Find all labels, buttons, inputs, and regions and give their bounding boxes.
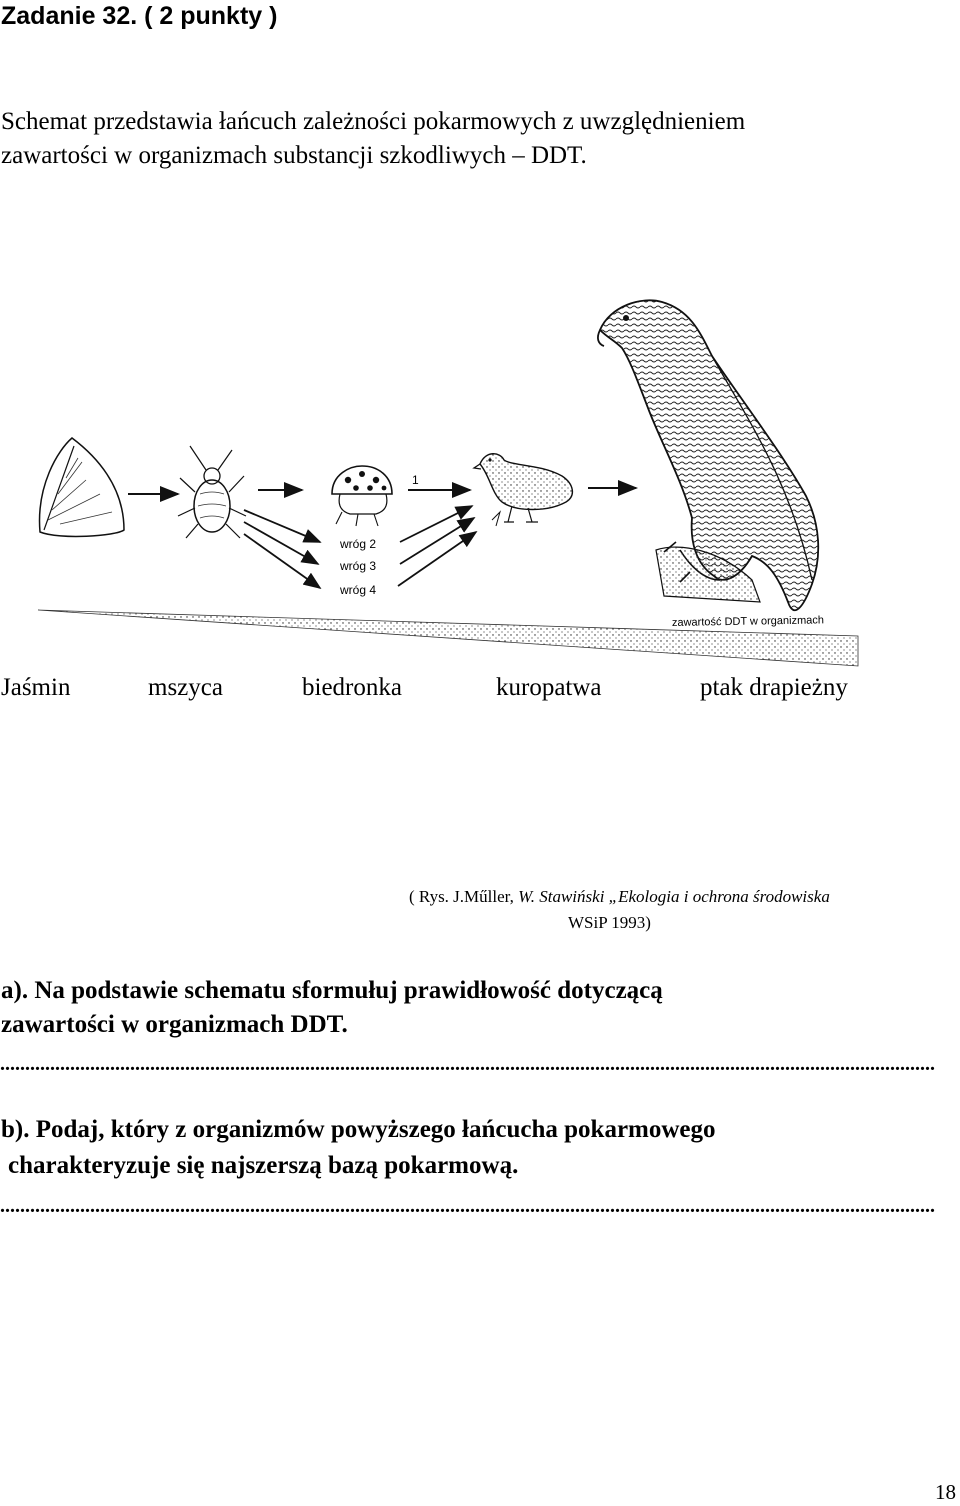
answer-a-dots[interactable]: ........................................................................................................................................................................................... [0, 1054, 935, 1074]
question-a-line-1: a). Na podstawie schematu sformułuj prawidłowość dotyczącą [1, 977, 663, 1004]
chain-label-jasmine: Jaśmin [1, 674, 71, 701]
answer-b-dots[interactable]: ........................................................................................................................................................................................... [0, 1196, 935, 1216]
arrow-label-enemy-2: wróg 2 [340, 537, 377, 551]
question-a-line-2: zawartości w organizmach DDT. [1, 1011, 348, 1038]
chain-label-aphid: mszyca [148, 674, 223, 701]
chain-label-partridge: kuropatwa [496, 674, 602, 701]
source-line-1 [409, 886, 830, 908]
ladybird-icon [332, 466, 392, 526]
arrow-label-enemy-3: wróg 3 [340, 559, 377, 573]
question-b-line-1: b). Podaj, który z organizmów powyższego łańcucha pokarmowego [1, 1116, 716, 1143]
ddt-wedge-label: zawartość DDT w organizmach [671, 614, 825, 629]
intro-line-1: Schemat przedstawia łańcuch zależności pokarmowych z uwzględnieniem [1, 108, 746, 135]
page-number: 18 [935, 1480, 956, 1504]
chain-label-ladybird: biedronka [302, 674, 402, 701]
source-italic: W. Stawiński „Ekologia i ochrona środowiska [518, 887, 830, 906]
intro-line-2: zawartości w organizmach substancji szkodliwych – DDT. [1, 142, 587, 169]
question-b-line-2: charakteryzuje się najszerszą bazą pokarmową. [8, 1152, 519, 1179]
raptor-icon [598, 300, 818, 610]
source-prefix: ( Rys. J.Műller, [409, 887, 519, 906]
chain-label-raptor: ptak drapieżny [700, 674, 848, 701]
arrow-label-enemy-4: wróg 4 [340, 583, 377, 597]
jasmine-leaf-icon [40, 438, 124, 536]
arrow-label-1: 1 [412, 473, 419, 487]
task-title: Zadanie 32. ( 2 punkty ) [1, 2, 278, 30]
aphid-icon [178, 446, 246, 538]
food-chain-diagram [0, 280, 960, 670]
source-line-2: WSiP 1993) [568, 913, 651, 932]
partridge-icon [474, 454, 572, 526]
